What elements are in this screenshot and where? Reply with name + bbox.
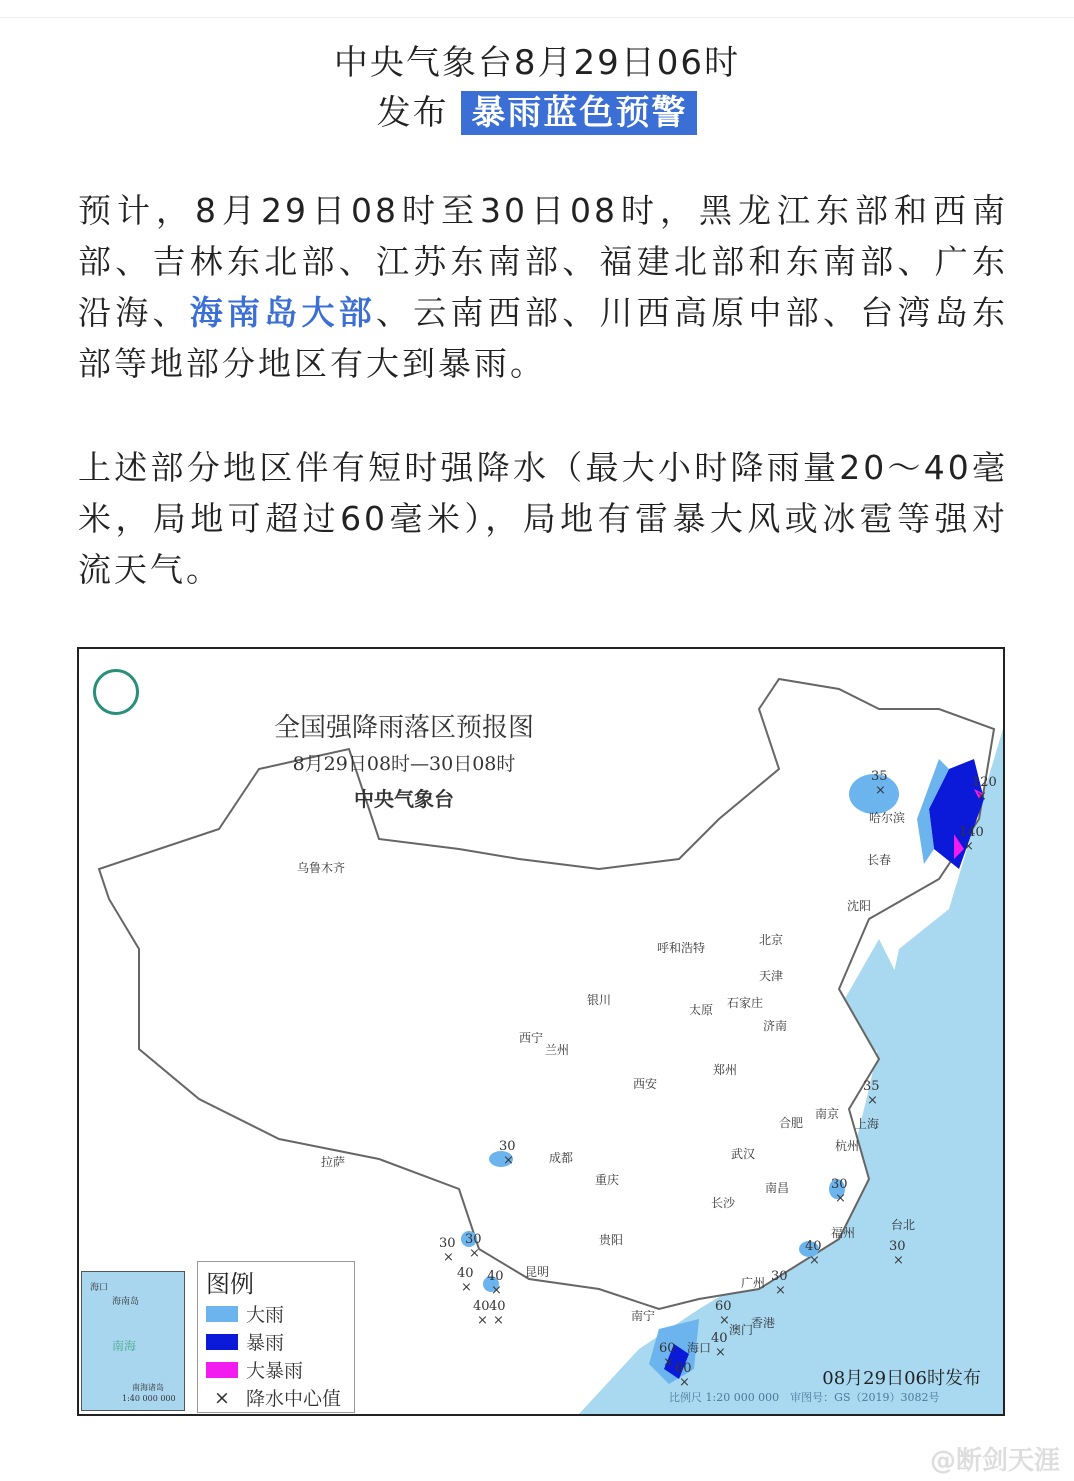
- city-label: 昆明: [525, 1265, 550, 1279]
- city-label: 海口: [687, 1341, 712, 1355]
- legend-title: 图例: [206, 1270, 254, 1298]
- city-label: 南昌: [765, 1181, 790, 1195]
- city-label: 福州: [831, 1226, 856, 1240]
- legend-label: 暴雨: [246, 1332, 285, 1354]
- rain-center-marker-icon: ×: [963, 839, 974, 854]
- rain-center-marker-icon: ×: [469, 1246, 480, 1261]
- rain-center-marker-icon: ×: [443, 1250, 454, 1265]
- rain-center-value: 40: [489, 1299, 506, 1314]
- map-subtitle: 8月29日08时—30日08时: [292, 753, 516, 775]
- city-label: 重庆: [595, 1173, 620, 1187]
- city-label: 澳门: [729, 1323, 754, 1337]
- rain-center-marker-icon: ×: [976, 789, 987, 804]
- city-label: 郑州: [713, 1063, 738, 1077]
- warning-badge: 暴雨蓝色预警: [461, 91, 697, 135]
- city-label: 呼和浩特: [657, 941, 706, 955]
- rain-center-value: 30: [831, 1177, 848, 1192]
- map-scale: 比例尺 1:20 000 000 审图号：GS（2019）3082号: [669, 1391, 940, 1404]
- city-label: 兰州: [545, 1043, 570, 1057]
- publish-time: 08月29日06时发布: [822, 1368, 981, 1389]
- city-label: 香港: [751, 1316, 776, 1330]
- rain-center-value: 40: [487, 1269, 504, 1284]
- text: 、云南西部、川西高原中部、台湾岛东部等地部分地区有大到暴雨。: [78, 293, 1008, 383]
- rain-center-value: 140: [959, 825, 984, 840]
- south-china-sea-inset: [81, 1271, 185, 1411]
- headline: 中央气象台8月29日06时: [333, 43, 741, 83]
- city-label: 哈尔滨: [869, 811, 906, 825]
- city-label: 天津: [759, 969, 784, 983]
- rain-center-marker-icon: ×: [867, 1093, 878, 1108]
- rain-center-marker-icon: ×: [893, 1253, 904, 1268]
- legend-label: 大暴雨: [246, 1360, 304, 1382]
- rain-center-marker-icon: ×: [809, 1253, 820, 1268]
- rain-center-value: 40: [457, 1266, 474, 1281]
- city-label: 合肥: [779, 1116, 804, 1130]
- headline-2: [0, 85, 1074, 134]
- rain-center-value: 40: [805, 1239, 822, 1254]
- highlight-link[interactable]: 海南岛大部: [189, 293, 376, 332]
- legend-swatch: [206, 1362, 238, 1378]
- rain-center-value: 40: [711, 1331, 728, 1346]
- rain-center-marker-icon: ×: [477, 1313, 488, 1328]
- city-label: 杭州: [835, 1139, 860, 1153]
- rain-center-value: 35: [863, 1079, 880, 1094]
- rain-center-value: 60: [675, 1361, 692, 1376]
- city-label: 济南: [763, 1019, 788, 1033]
- x-marker-icon: ×: [214, 1386, 230, 1409]
- city-label: 北京: [759, 933, 784, 947]
- rain-center-marker-icon: ×: [719, 1313, 730, 1328]
- weibo-watermark: @断剑天涯: [929, 1446, 1060, 1476]
- city-label: 上海: [855, 1117, 880, 1131]
- rain-center-marker-icon: ×: [491, 1283, 502, 1298]
- rain-center-value: 40: [473, 1299, 490, 1314]
- city-label: 拉萨: [321, 1155, 346, 1169]
- cma-logo: [93, 669, 139, 715]
- rain-center-marker-icon: ×: [461, 1280, 472, 1295]
- city-label: 台北: [891, 1218, 916, 1232]
- rain-center-marker-icon: ×: [503, 1153, 514, 1168]
- rain-center-marker-icon: ×: [493, 1313, 504, 1328]
- city-label: 乌鲁木齐: [297, 861, 346, 875]
- rain-center-marker-icon: ×: [775, 1283, 786, 1298]
- text: 预计，8月29日08时至30日08时，黑龙江东部和西南部、吉林东北部、江苏东南部、福建北部和东南部、广东沿海、: [78, 191, 1008, 332]
- legend-label: 大雨: [246, 1304, 285, 1326]
- rain-center-value: 30: [439, 1236, 456, 1251]
- forecast-paragraph: [78, 185, 1008, 389]
- map-legend: [197, 1261, 355, 1413]
- city-label: 沈阳: [847, 899, 872, 913]
- city-label: 西宁: [519, 1031, 544, 1045]
- rain-center-value: 35: [871, 769, 888, 784]
- legend-label: 降水中心值: [246, 1388, 342, 1410]
- city-label: 武汉: [731, 1147, 756, 1161]
- divider: [0, 17, 1074, 18]
- city-label: 南宁: [631, 1309, 656, 1323]
- legend-swatch: [206, 1306, 238, 1322]
- city-label: 西安: [633, 1077, 658, 1091]
- rain-center-value: 30: [465, 1232, 482, 1247]
- map-title: 全国强降雨落区预报图: [273, 713, 534, 743]
- rain-center-marker-icon: ×: [715, 1345, 726, 1360]
- headline-prefix: 发布: [376, 93, 449, 133]
- city-label: 成都: [549, 1151, 574, 1165]
- inset-label: 海南岛: [112, 1297, 140, 1307]
- rain-center-value: 120: [972, 775, 997, 790]
- city-label: 南京: [815, 1107, 840, 1121]
- rain-center-value: 60: [659, 1341, 676, 1356]
- rain-center-value: 30: [771, 1269, 788, 1284]
- inset-label: 南海诸岛: [132, 1383, 164, 1392]
- rain-center-marker-icon: ×: [875, 783, 886, 798]
- rain-center-marker-icon: ×: [663, 1355, 674, 1370]
- inset-scale: 1:40 000 000: [122, 1394, 176, 1403]
- rainfall-map[interactable]: [77, 647, 1005, 1416]
- rain-center-value: 30: [889, 1239, 906, 1254]
- convection-paragraph: 上述部分地区伴有短时强降水（最大小时降雨量20～40毫米，局地可超过60毫米），局地有雷暴大风或冰雹等强对流天气。: [78, 448, 1008, 589]
- map-issuer: 中央气象台: [354, 787, 454, 811]
- city-label: 石家庄: [727, 996, 764, 1010]
- inset-label: 海口: [90, 1283, 109, 1293]
- rain-center-value: 60: [715, 1299, 732, 1314]
- city-label: 长沙: [711, 1196, 736, 1210]
- inset-label: 南海: [112, 1339, 137, 1353]
- city-label: 长春: [867, 853, 892, 867]
- city-label: 太原: [689, 1003, 714, 1017]
- rain-center-value: 30: [499, 1139, 516, 1154]
- city-label: 银川: [587, 993, 612, 1007]
- city-label: 贵阳: [599, 1233, 624, 1247]
- rain-center-marker-icon: ×: [835, 1191, 846, 1206]
- legend-swatch: [206, 1334, 238, 1350]
- rain-center-marker-icon: ×: [679, 1375, 690, 1390]
- city-label: 广州: [741, 1276, 766, 1290]
